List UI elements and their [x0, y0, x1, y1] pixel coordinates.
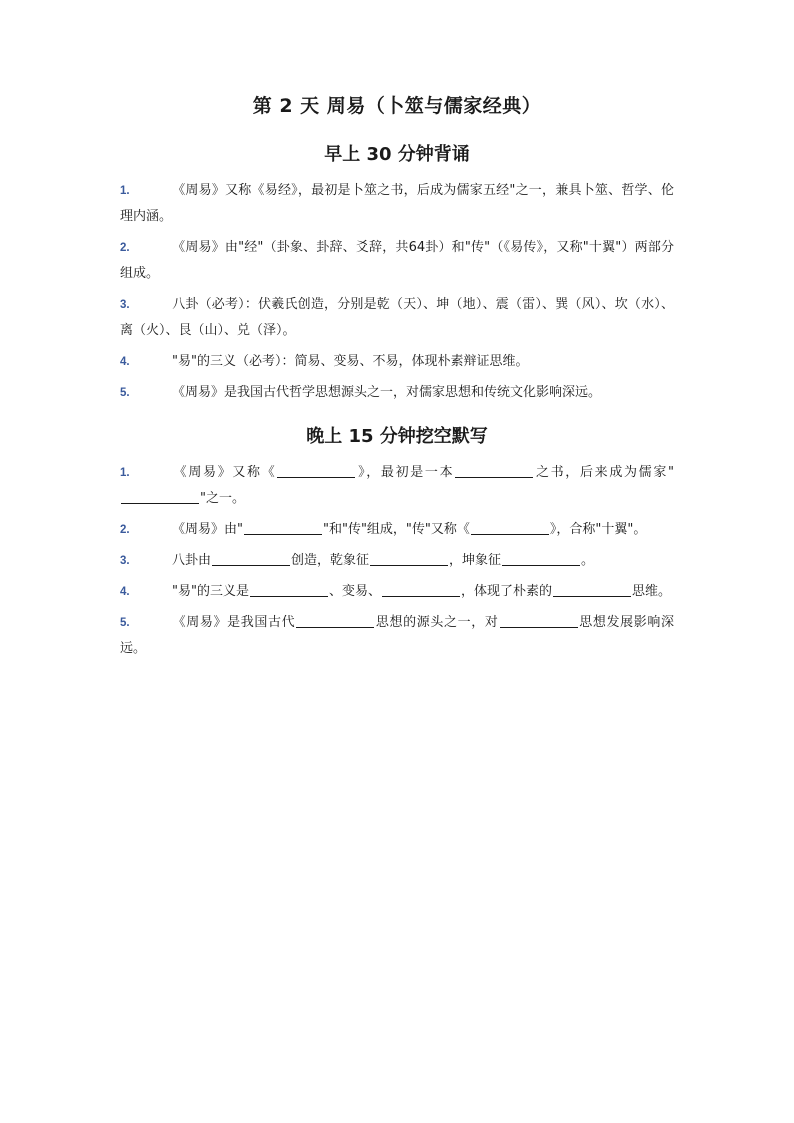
- answer-blank[interactable]: [370, 551, 448, 566]
- item-text-part: 创造，乾象征: [291, 553, 370, 568]
- item-number: 4.: [120, 356, 130, 368]
- item-text-part: "之一。: [200, 491, 245, 506]
- answer-blank[interactable]: [553, 582, 631, 597]
- item-text-part: 思想的源头之一，对: [375, 615, 499, 630]
- fill-blank-item: [120, 517, 674, 543]
- item-number: 2.: [120, 524, 130, 536]
- item-text: 《周易》由"经"（卦象、卦辞、爻辞，共64卦）和"传"（《易传》，又称"十翼"）两部分组成。: [120, 240, 674, 281]
- answer-blank[interactable]: [244, 520, 322, 535]
- answer-blank[interactable]: [212, 551, 290, 566]
- item-text-part: ，坤象征: [449, 553, 502, 568]
- recitation-item: [120, 292, 674, 344]
- item-text-part: "和"传"组成，"传"又称《: [322, 522, 470, 537]
- section-heading-evening: 晚上 15 分钟挖空默写: [306, 426, 488, 447]
- page-title: 第 2 天 周易（卜筮与儒家经典）: [252, 95, 542, 117]
- answer-blank[interactable]: [502, 551, 580, 566]
- fill-in-blank-list: [120, 460, 674, 662]
- answer-blank[interactable]: [382, 582, 460, 597]
- item-number: 2.: [120, 242, 130, 254]
- recitation-item: [120, 235, 674, 287]
- item-text: 八卦（必考）：伏羲氏创造，分别是乾（天）、坤（地）、震（雷）、巽（风）、坎（水）、离（火）、艮（山）、兑（泽）。: [120, 297, 674, 338]
- item-number: 1.: [120, 467, 130, 479]
- answer-blank[interactable]: [250, 582, 328, 597]
- answer-blank[interactable]: [455, 463, 533, 478]
- fill-blank-item: [120, 460, 674, 512]
- item-text-part: 《周易》又称《: [172, 465, 277, 480]
- item-number: 3.: [120, 555, 130, 567]
- recitation-item: [120, 380, 674, 406]
- item-text-part: 、变易、: [328, 584, 381, 599]
- section-heading-morning: 早上 30 分钟背诵: [324, 144, 470, 165]
- item-text-part: 》，最初是一本: [356, 465, 455, 480]
- item-number: 4.: [120, 586, 130, 598]
- item-text-part: 思想发展影响深远。: [120, 615, 674, 656]
- item-text-part: 八卦由: [172, 553, 212, 568]
- item-text-part: 《周易》由": [172, 522, 243, 537]
- item-text: "易"的三义（必考）：简易、变易、不易，体现朴素辩证思维。: [172, 354, 529, 369]
- item-text-part: 思维。: [632, 584, 672, 599]
- item-number: 5.: [120, 617, 130, 629]
- recitation-item: [120, 178, 674, 230]
- item-text: 《周易》又称《易经》，最初是卜筮之书，后成为儒家五经"之一，兼具卜筮、哲学、伦理内涵。: [120, 183, 674, 224]
- answer-blank[interactable]: [121, 489, 199, 504]
- item-text-part: ，体现了朴素的: [460, 584, 552, 599]
- item-text-part: 》，合称"十翼"。: [549, 522, 647, 537]
- fill-blank-item: [120, 579, 674, 605]
- item-number: 5.: [120, 387, 130, 399]
- fill-blank-item: [120, 548, 674, 574]
- item-text-part: 。: [581, 553, 595, 568]
- recitation-item: [120, 349, 674, 375]
- item-text-part: 《周易》是我国古代: [172, 615, 296, 630]
- fill-blank-item: [120, 610, 674, 662]
- item-text-part: "易"的三义是: [172, 584, 249, 599]
- answer-blank[interactable]: [296, 613, 374, 628]
- item-number: 1.: [120, 185, 130, 197]
- item-number: 3.: [120, 299, 130, 311]
- item-text: 《周易》是我国古代哲学思想源头之一，对儒家思想和传统文化影响深远。: [172, 385, 602, 400]
- answer-blank[interactable]: [471, 520, 549, 535]
- recitation-list: [120, 178, 674, 406]
- answer-blank[interactable]: [500, 613, 578, 628]
- answer-blank[interactable]: [277, 463, 355, 478]
- item-text-part: 之书，后来成为儒家": [534, 465, 674, 480]
